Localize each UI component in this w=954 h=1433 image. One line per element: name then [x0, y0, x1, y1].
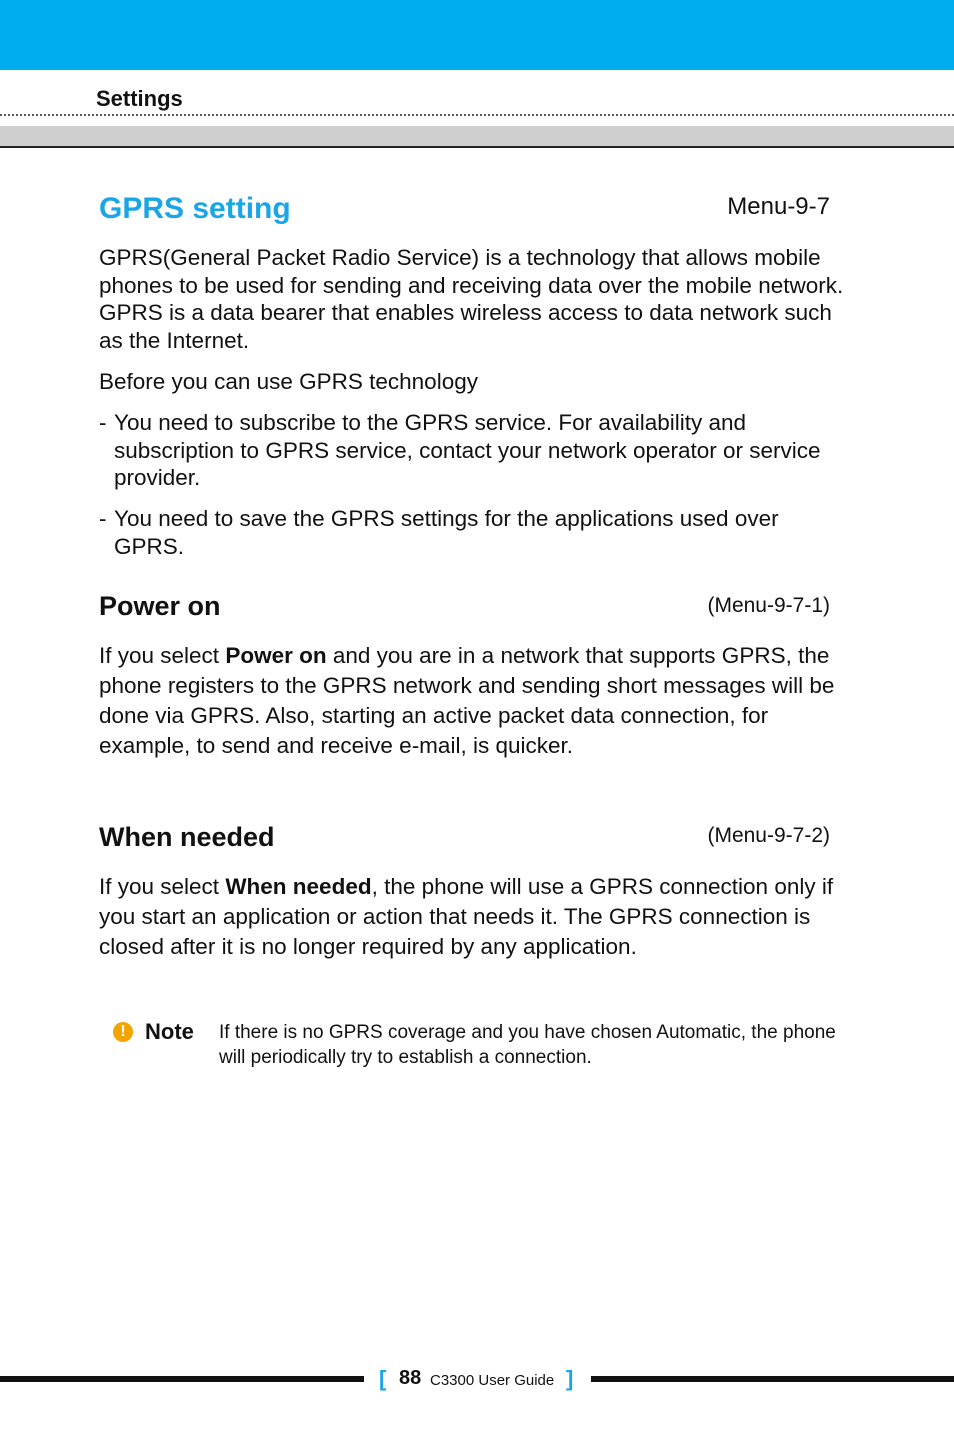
power-on-text-rest: and you are in a network that supports GPRS, the phone registers to the GPRS network and sending short messages will be done via GPRS. Also, starting an active packet data connection, for example, to send and receive e-mail, is quicker. [99, 643, 835, 758]
page-number: 88 [399, 1367, 422, 1389]
power-on-text-bold: Power on [225, 643, 327, 668]
gray-divider-band [0, 126, 954, 148]
when-needed-menu-code: (Menu-9-7-2) [707, 824, 830, 847]
section-label: Settings [96, 86, 183, 111]
when-needed-heading: When needed [99, 822, 275, 852]
power-on-paragraph [99, 641, 844, 761]
footer-bracket-close: ] [566, 1366, 574, 1391]
bullet-item [99, 505, 844, 560]
dotted-divider [0, 114, 954, 116]
power-on-heading: Power on [99, 591, 221, 621]
bullet-text: You need to save the GPRS settings for the applications used over GPRS. [114, 506, 779, 559]
footer-rule-left [0, 1376, 364, 1382]
when-needed-paragraph [99, 872, 844, 962]
note-alert-icon: ! [113, 1022, 133, 1042]
intro-paragraph: GPRS(General Packet Radio Service) is a technology that allows mobile phones to be used for sending and receiving data over the mobile network. GPRS is a data bearer that enables wireless access to data network such as the Internet. [99, 245, 844, 353]
guide-title: C3300 User Guide [430, 1372, 555, 1389]
page-title: GPRS setting [99, 192, 291, 225]
menu-code: Menu-9-7 [727, 193, 830, 220]
footer-bracket-open: [ [379, 1366, 387, 1391]
bullet-dash: - [99, 506, 107, 531]
power-on-text-prefix: If you select [99, 643, 226, 668]
bullet-text: You need to subscribe to the GPRS service. For availability and subscription to GPRS service, contact your network operator or service provider. [114, 410, 821, 490]
header-band [0, 0, 954, 70]
bullet-item [99, 409, 844, 492]
note-text: If there is no GPRS coverage and you have chosen Automatic, the phone will periodically try to establish a connection. [219, 1022, 836, 1068]
before-paragraph: Before you can use GPRS technology [99, 369, 478, 394]
when-needed-text-prefix: If you select [99, 874, 226, 899]
footer-rule-right [591, 1376, 954, 1382]
note-label: Note [145, 1019, 194, 1044]
when-needed-text-bold: When needed [225, 874, 372, 899]
bullet-dash: - [99, 410, 107, 435]
when-needed-text-rest: , the phone will use a GPRS connection only if you start an application or action that needs it. The GPRS connection is closed after it is no longer required by any application. [99, 874, 834, 959]
power-on-menu-code: (Menu-9-7-1) [707, 594, 830, 617]
